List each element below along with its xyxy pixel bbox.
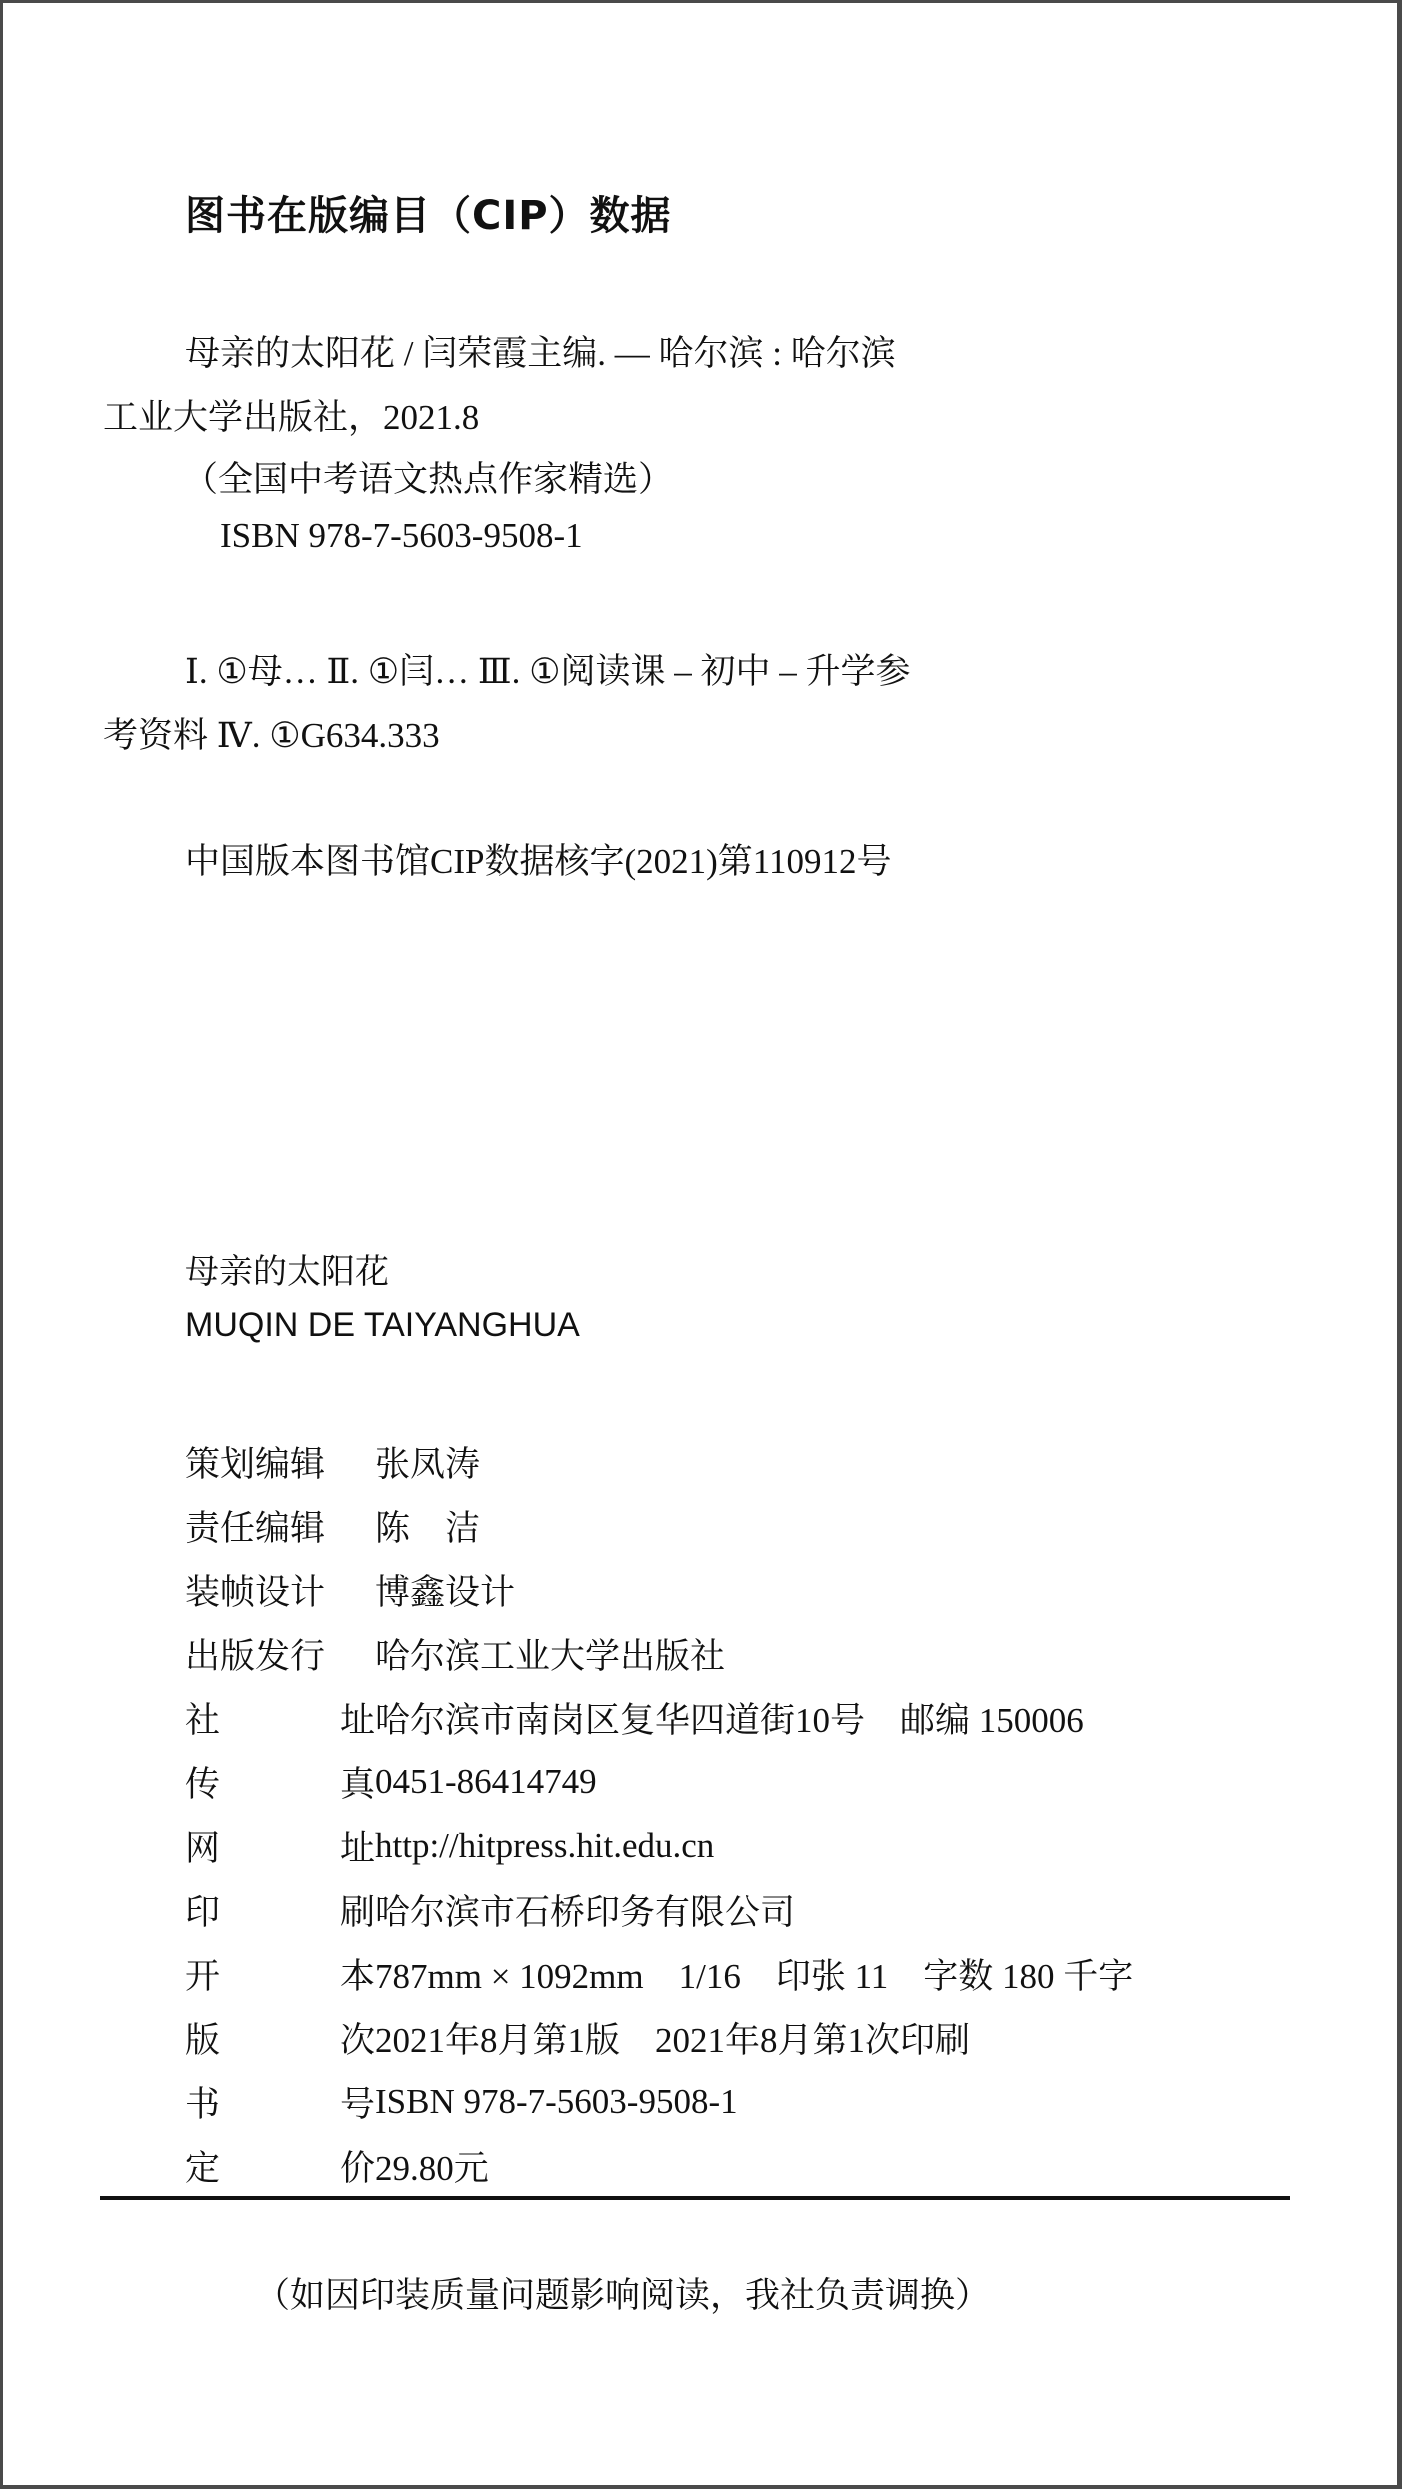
colophon-row-address (185, 1686, 1133, 1750)
colophon-label-part: 价 (339, 2149, 375, 2188)
colophon-row-price (185, 2134, 1133, 2198)
colophon-label-part: 定 (185, 2149, 221, 2188)
colophon-label: 责任编辑 (185, 1509, 326, 1548)
colophon-row-format (185, 1942, 1133, 2006)
colophon-label-part: 址 (339, 1829, 375, 1868)
horizontal-rule-divider (100, 2196, 1290, 2200)
colophon-label-part: 刷 (339, 1893, 375, 1932)
colophon-row-edition (185, 2006, 1133, 2070)
colophon-value: 张凤涛 (375, 1445, 481, 1484)
colophon-value: 博鑫设计 (375, 1573, 516, 1612)
colophon-label-part: 传 (185, 1765, 221, 1804)
colophon-row-planning-editor (185, 1430, 1133, 1494)
cip-classification-line1: Ⅰ. ①母… Ⅱ. ①闫… Ⅲ. ①阅读课 – 初中 – 升学参 (185, 652, 911, 691)
colophon-label-part: 社 (185, 1701, 221, 1740)
colophon-table (185, 1430, 1133, 2198)
quality-notice: （如因印装质量问题影响阅读，我社负责调换） (255, 2276, 991, 2316)
colophon-row-website (185, 1814, 1133, 1878)
colophon-label-part: 开 (185, 1957, 221, 1996)
colophon-row-responsible-editor (185, 1494, 1133, 1558)
cip-line-publisher: 工业大学出版社，2021.8 (103, 398, 480, 437)
colophon-label-part: 址 (339, 1701, 375, 1740)
book-title: 母亲的太阳花 (185, 1252, 389, 1292)
colophon-label-part: 印 (185, 1893, 221, 1932)
colophon-label-part: 本 (339, 1957, 375, 1996)
colophon-row-isbn (185, 2070, 1133, 2134)
colophon-value: 29.80元 (375, 2149, 489, 2188)
colophon-value: 陈 洁 (375, 1509, 481, 1548)
colophon-label-part: 次 (339, 2021, 375, 2060)
colophon-value-url: http://hitpress.hit.edu.cn (375, 1826, 715, 1865)
book-title-pinyin: MUQIN DE TAIYANGHUA (185, 1306, 580, 1344)
colophon-value: ISBN 978-7-5603-9508-1 (375, 2082, 738, 2121)
cip-heading: 图书在版编目（CIP）数据 (185, 193, 672, 239)
cip-isbn: ISBN 978-7-5603-9508-1 (220, 516, 583, 555)
colophon-label-part: 真 (339, 1765, 375, 1804)
colophon-row-fax (185, 1750, 1133, 1814)
colophon-label: 策划编辑 (185, 1445, 326, 1484)
colophon-label: 出版发行 (185, 1637, 326, 1676)
cip-record-number: 中国版本图书馆CIP数据核字(2021)第110912号 (185, 842, 892, 881)
colophon-value: 787mm × 1092mm 1/16 印张 11 字数 180 千字 (375, 1957, 1134, 1996)
colophon-label: 装帧设计 (185, 1573, 326, 1612)
colophon-value: 2021年8月第1版 2021年8月第1次印刷 (375, 2021, 971, 2060)
cip-line-series: （全国中考语文热点作家精选） (183, 460, 674, 499)
colophon-row-printer (185, 1878, 1133, 1942)
cip-classification-line2: 考资料 Ⅳ. ①G634.333 (103, 716, 440, 755)
colophon-label-part: 号 (339, 2085, 375, 2124)
colophon-value: 哈尔滨工业大学出版社 (375, 1637, 726, 1676)
colophon-value: 0451-86414749 (375, 1762, 597, 1801)
colophon-value: 哈尔滨市石桥印务有限公司 (375, 1893, 796, 1932)
colophon-label-part: 版 (185, 2021, 221, 2060)
colophon-row-publisher (185, 1622, 1133, 1686)
colophon-row-cover-design (185, 1558, 1133, 1622)
cip-line-title-author: 母亲的太阳花 / 闫荣霞主编. — 哈尔滨 : 哈尔滨 (185, 334, 896, 373)
colophon-label-part: 书 (185, 2085, 221, 2124)
colophon-label-part: 网 (185, 1829, 221, 1868)
colophon-value: 哈尔滨市南岗区复华四道街10号 邮编 150006 (375, 1701, 1084, 1740)
